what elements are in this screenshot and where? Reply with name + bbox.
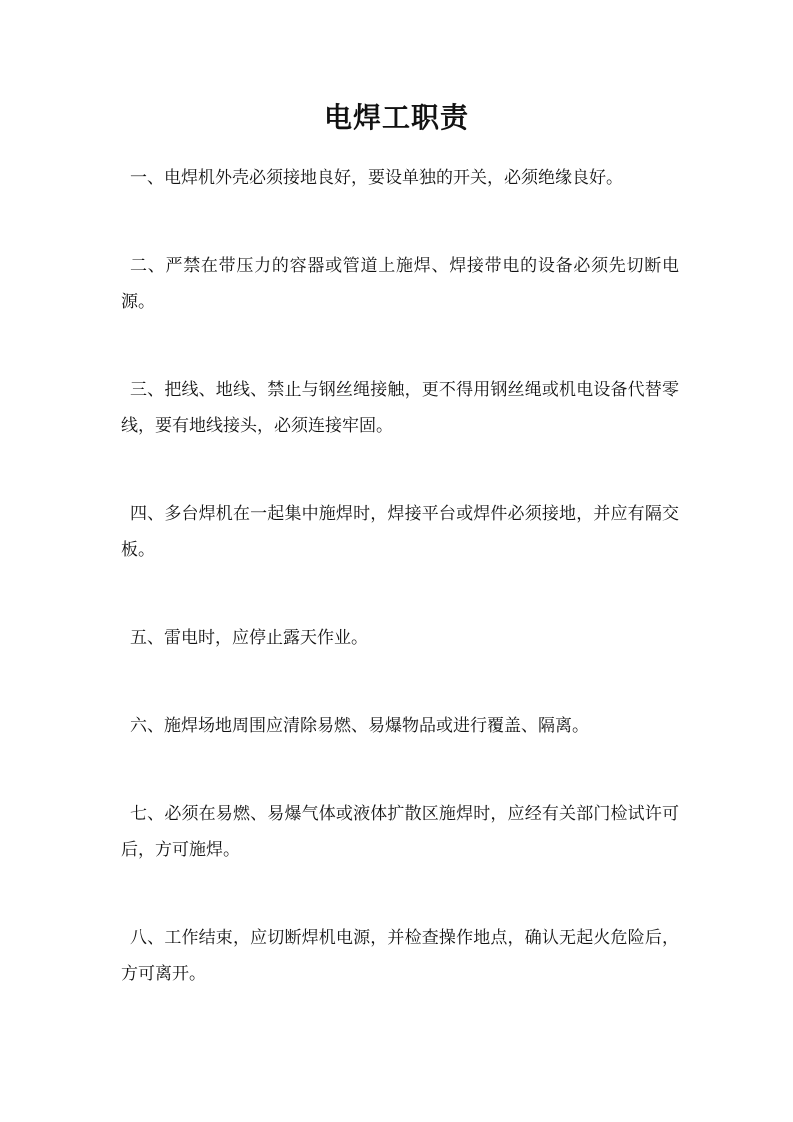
clause-7: 七、必须在易燃、易爆气体或液体扩散区施焊时，应经有关部门检试许可后，方可施焊。: [121, 804, 679, 860]
page-title: 电焊工职责: [323, 101, 469, 134]
clause-6: 六、施焊场地周围应清除易燃、易爆物品或进行覆盖、隔离。: [130, 716, 589, 736]
clause-4: 四、多台焊机在一起集中施焊时，焊接平台或焊件必须接地，并应有隔交板。: [121, 504, 679, 560]
clause-2: 二、严禁在带压力的容器或管道上施焊、焊接带电的设备必须先切断电源。: [121, 256, 679, 312]
clause-3: 三、把线、地线、禁止与钢丝绳接触，更不得用钢丝绳或机电设备代替零线，要有地线接头，必须连接牢固。: [121, 380, 679, 436]
clause-5: 五、雷电时，应停止露天作业。: [130, 628, 368, 648]
clause-1: 一、电焊机外壳必须接地良好，要设单独的开关，必须绝缘良好。: [130, 168, 623, 188]
clause-8: 八、工作结束，应切断焊机电源，并检查操作地点，确认无起火危险后，方可离开。: [121, 928, 679, 984]
